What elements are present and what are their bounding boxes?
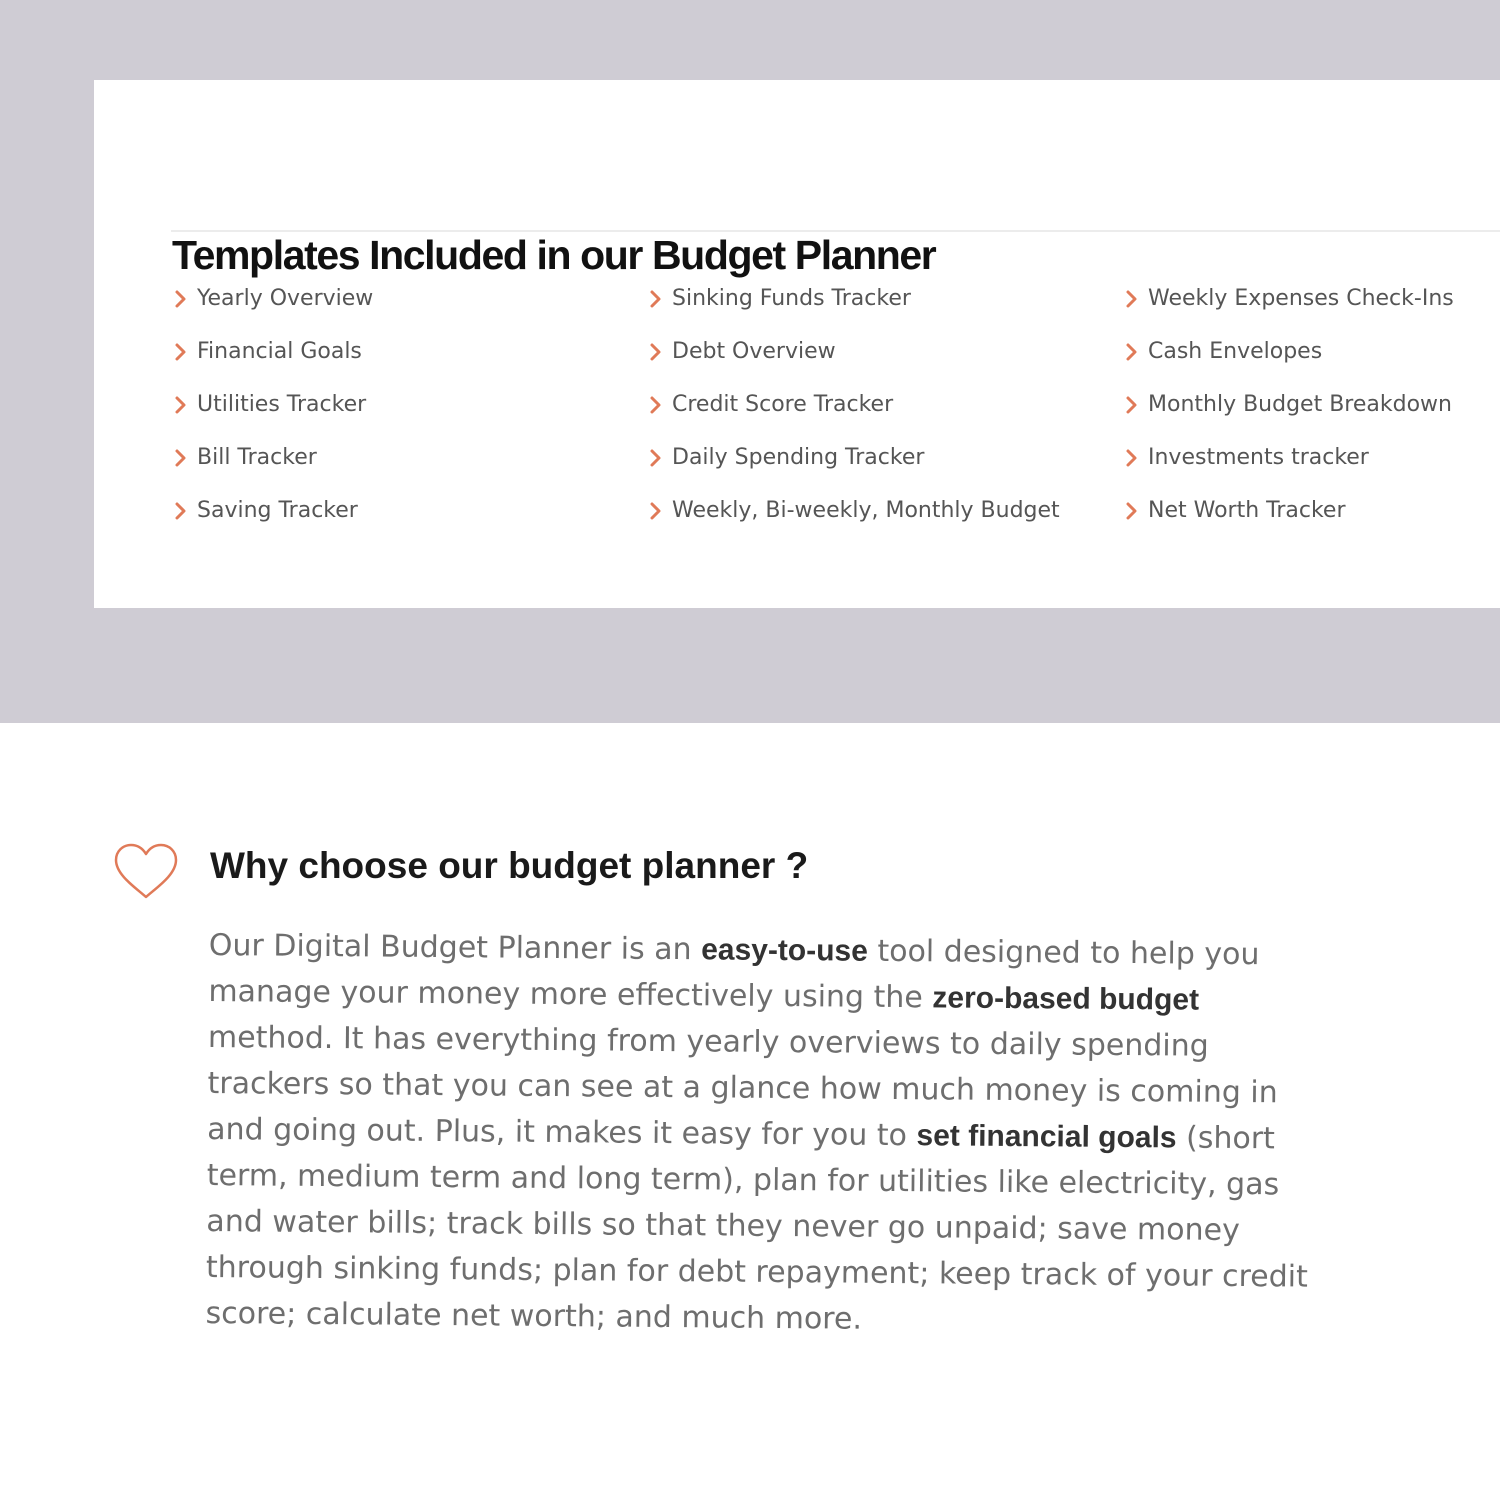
chevron-right-icon [1122,342,1142,362]
list-item [1122,484,1454,537]
chevron-right-icon [1122,289,1142,309]
templates-column-1 [171,272,373,537]
templates-title: Templates Included in our Budget Planner [172,232,936,278]
why-body-paragraph [205,923,1319,1347]
chevron-right-icon [1122,395,1142,415]
list-item-label: Cash Envelopes [1148,339,1323,364]
body-highlight: easy-to-use [701,933,869,968]
chevron-right-icon [1122,448,1142,468]
list-item [171,484,373,537]
list-item [1122,378,1454,431]
chevron-right-icon [646,448,666,468]
list-item [171,431,373,484]
templates-column-3 [1122,272,1454,537]
list-item-label: Utilities Tracker [197,392,367,417]
list-item-label: Sinking Funds Tracker [672,286,911,311]
chevron-right-icon [171,501,191,521]
list-item-label: Monthly Budget Breakdown [1148,392,1452,417]
chevron-right-icon [171,395,191,415]
body-text: method. It has everything from yearly overviews to daily spending trackers so that you can see at a glance how much money is coming in and going out. Plus, it makes it easy for you to [207,1019,1278,1154]
list-item-label: Net Worth Tracker [1148,498,1346,523]
list-item-label: Financial Goals [197,339,362,364]
list-item [171,325,373,378]
list-item [646,484,1060,537]
templates-card [94,80,1500,608]
list-item [646,378,1060,431]
list-item [646,272,1060,325]
list-item-label: Yearly Overview [197,286,374,311]
list-item-label: Debt Overview [672,339,836,364]
why-choose-section [0,723,1500,1500]
list-item [1122,325,1454,378]
chevron-right-icon [171,342,191,362]
chevron-right-icon [646,342,666,362]
list-item [171,378,373,431]
body-highlight: set financial goals [916,1119,1177,1155]
list-item [646,325,1060,378]
list-item-label: Bill Tracker [197,445,317,470]
list-item [646,431,1060,484]
list-item [1122,272,1454,325]
chevron-right-icon [646,395,666,415]
top-background-band [0,0,1500,723]
body-highlight: zero-based budget [932,981,1200,1017]
chevron-right-icon [171,289,191,309]
body-text: Our Digital Budget Planner is an [208,927,702,968]
why-title: Why choose our budget planner ? [210,845,809,886]
list-item-label: Investments tracker [1148,445,1369,470]
chevron-right-icon [1122,501,1142,521]
list-item-label: Weekly, Bi-weekly, Monthly Budget [672,498,1060,523]
list-item-label: Saving Tracker [197,498,358,523]
list-item-label: Daily Spending Tracker [672,445,925,470]
list-item [1122,431,1454,484]
title-divider [171,230,1500,232]
templates-column-2 [646,272,1060,537]
list-item [171,272,373,325]
body-text: tool designed to help you manage your money more effectively using the [208,933,1260,1016]
body-text: (short term, medium term and long term), plan for utilities like electricity, gas and water bills; track bills so that they never go unpaid; save money through sinking funds; plan for debt repayment; keep track of your credit score; calculate net worth; and much more. [205,1120,1308,1337]
chevron-right-icon [646,501,666,521]
list-item-label: Weekly Expenses Check-Ins [1148,286,1454,311]
chevron-right-icon [646,289,666,309]
heart-icon [112,841,180,901]
list-item-label: Credit Score Tracker [672,392,894,417]
chevron-right-icon [171,448,191,468]
